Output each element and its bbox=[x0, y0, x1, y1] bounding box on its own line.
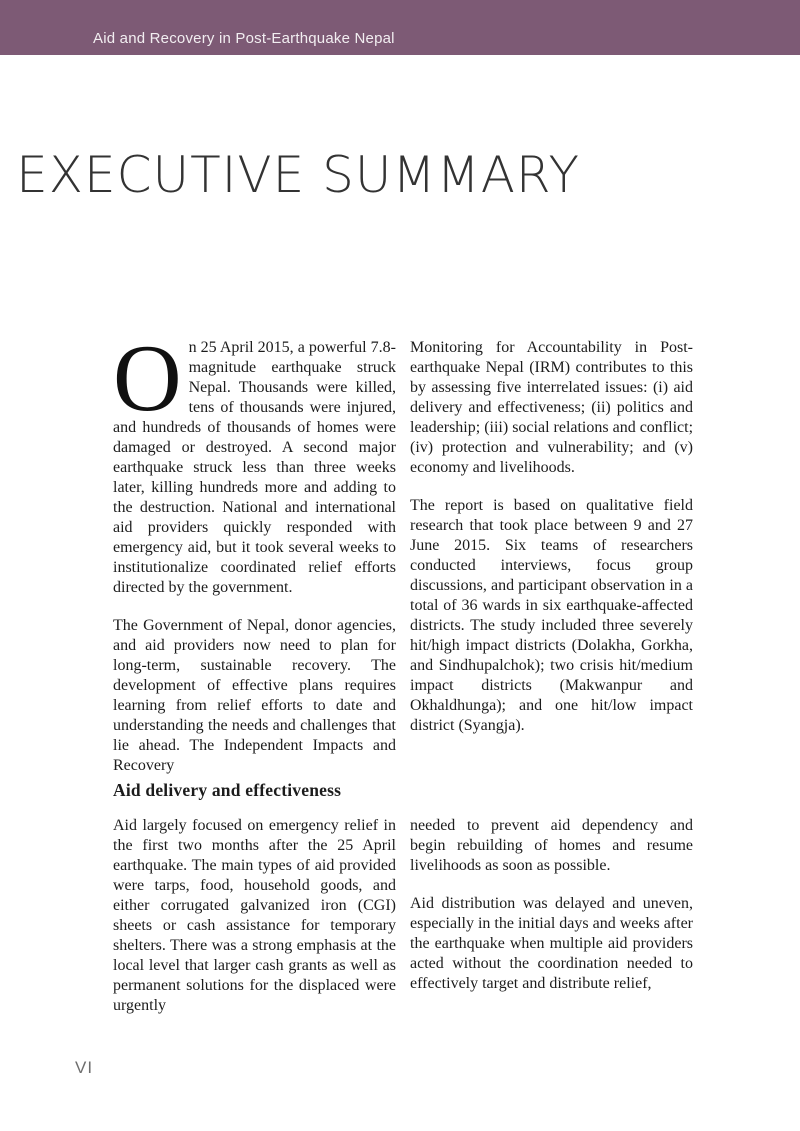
intro-paragraph-2: The Government of Nepal, donor agencies, and aid providers now need to plan for long-term, sustainable recovery. The development of effective plans requires learning from relief efforts to date and understanding the needs and challenges that lie ahead. The Independent Impacts and Recovery bbox=[113, 617, 396, 774]
aid-section-columns bbox=[113, 816, 693, 1034]
header-bar bbox=[0, 0, 800, 55]
section-heading-aid-delivery: Aid delivery and effectiveness bbox=[113, 780, 342, 800]
aid-paragraph-3: Aid distribution was delayed and uneven, especially in the initial days and weeks after the earthquake when multiple aid providers acted without the coordination needed to effectively target and distribute relief, bbox=[410, 895, 694, 992]
drop-cap: O bbox=[113, 325, 182, 431]
aid-column-right bbox=[410, 816, 693, 1034]
aid-paragraph-2: needed to prevent aid dependency and begin rebuilding of homes and resume livelihoods as soon as possible. bbox=[410, 817, 693, 874]
intro-column-right bbox=[410, 338, 693, 794]
aid-column-left bbox=[113, 816, 396, 1034]
running-head: Aid and Recovery in Post-Earthquake Nepal bbox=[93, 30, 395, 47]
aid-paragraph-1: Aid largely focused on emergency relief in the first two months after the 25 April earthquake. The main types of aid provided were tarps, food, household goods, and either corrugated galvanized iron (CGI) sheets or cash assistance for temporary shelters. There was a strong emphasis at the local level that larger cash grants as well as permanent solutions for the displaced were urgently bbox=[113, 817, 396, 1014]
intro-column-left bbox=[113, 325, 396, 794]
page-number: VI bbox=[75, 1058, 94, 1077]
intro-paragraph-1 bbox=[113, 325, 396, 598]
intro-columns bbox=[113, 325, 694, 794]
intro-paragraph-4: The report is based on qualitative field research that took place between 9 and 27 June 2015. Six teams of researchers conducted interviews, focus group discussions, and participant observation in a total of 36 wards in six earthquake-affected districts. The study included three severely hit/high impact districts (Dolakha, Gorkha, and Sindhupalchok); two crisis hit/medium impact districts (Makwanpur and Okhaldhunga); and one hit/low impact district (Syangja). bbox=[410, 497, 693, 734]
intro-paragraph-3: Monitoring for Accountability in Post-earthquake Nepal (IRM) contributes to this by assessing five interrelated issues: (i) aid delivery and effectiveness; (ii) politics and leadership; (iii) social relations and conflict; (iv) protection and vulnerability; and (v) economy and livelihoods. bbox=[410, 339, 694, 476]
page-title: EXECUTIVE SUMMARY bbox=[16, 146, 580, 204]
intro-paragraph-1-text: n 25 April 2015, a powerful 7.8-magnitude earthquake struck Nepal. Thousands were killed, tens of thousands were injured, and hundreds of thousands of homes were damaged or destroyed. A second major earthquake struck less than three weeks later, killing hundreds more and adding to the destruction. National and international aid providers quickly responded with emergency aid, but it took several weeks to institutionalize coordinated relief efforts directed by the government. bbox=[113, 339, 396, 596]
